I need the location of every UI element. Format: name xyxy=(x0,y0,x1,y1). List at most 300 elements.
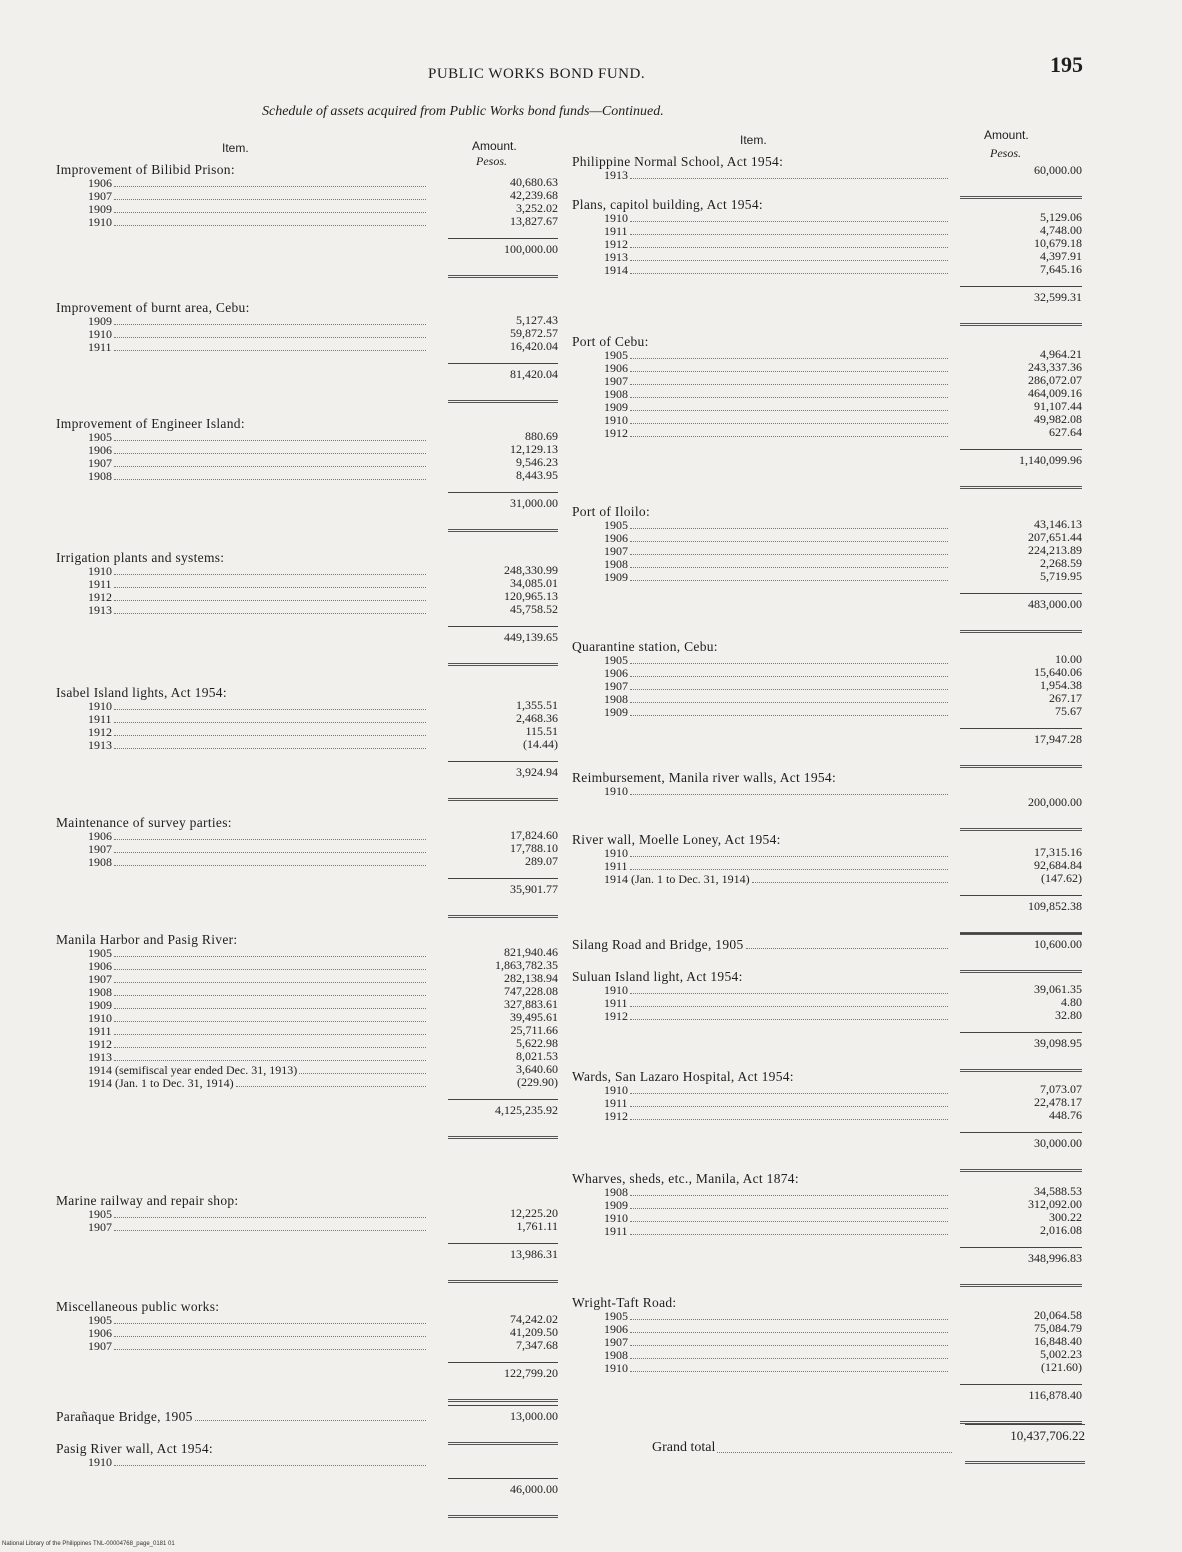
left-amounts xyxy=(448,829,558,918)
group-total: 35,901.77 xyxy=(448,878,558,896)
year-label: 1908 xyxy=(604,1348,628,1362)
year-label: 1908 xyxy=(604,692,628,706)
amount-value: 248,330.99 xyxy=(504,563,558,577)
amount-value: 39,495.61 xyxy=(510,1010,558,1024)
amount-value: 8,021.53 xyxy=(516,1049,558,1063)
left-group xyxy=(56,1441,426,1469)
amount-value: 286,072.07 xyxy=(1028,373,1082,387)
year-row xyxy=(56,856,426,869)
right-group xyxy=(572,1069,948,1123)
amount-value: 25,711.66 xyxy=(510,1023,558,1037)
amount-value: 49,982.08 xyxy=(1034,412,1082,426)
year-row xyxy=(572,1186,948,1199)
year-row xyxy=(572,264,948,277)
amount-value: 3,252.02 xyxy=(516,201,558,215)
group-title: Improvement of Bilibid Prison: xyxy=(56,162,235,177)
year-label: 1913 xyxy=(88,603,112,617)
right-amounts xyxy=(960,1185,1082,1287)
year-label: 1907 xyxy=(604,374,628,388)
left-amounts xyxy=(448,1207,558,1283)
group-title: Wards, San Lazaro Hospital, Act 1954: xyxy=(572,1069,794,1084)
amount-value: 45,758.52 xyxy=(510,602,558,616)
group-total: 116,878.40 xyxy=(960,1384,1082,1402)
amount-value: 34,085.01 xyxy=(510,576,558,590)
left-group xyxy=(56,1193,426,1234)
amount-value: 821,940.46 xyxy=(504,945,558,959)
group-total: 483,000.00 xyxy=(960,593,1082,611)
amount-value: 32.80 xyxy=(1055,1008,1082,1022)
left-amounts xyxy=(448,1405,558,1445)
amount-value: 75.67 xyxy=(1055,704,1082,718)
year-label: 1907 xyxy=(88,972,112,986)
year-label: 1911 xyxy=(604,1224,628,1238)
group-title: Silang Road and Bridge, 1905 xyxy=(572,937,744,952)
left-group xyxy=(56,416,426,483)
grand-total-amount-block xyxy=(965,1424,1085,1464)
left-pesos-unit: Pesos. xyxy=(476,154,507,168)
year-row xyxy=(572,225,948,238)
year-label: 1907 xyxy=(604,544,628,558)
amount-value: 10.00 xyxy=(1055,652,1082,666)
right-group xyxy=(572,504,948,584)
amount-value: 8,443.95 xyxy=(516,468,558,482)
year-label: 1910 xyxy=(604,1211,628,1225)
amount-value: 60,000.00 xyxy=(1034,163,1082,177)
year-row xyxy=(572,414,948,427)
group-total: 30,000.00 xyxy=(960,1132,1082,1150)
year-label: 1910 xyxy=(604,846,628,860)
year-row xyxy=(572,251,948,264)
amount-value: (147.62) xyxy=(1041,871,1082,885)
group-title: Reimbursement, Manila river walls, Act 1954: xyxy=(572,770,837,785)
amount-value: 300.22 xyxy=(1049,1210,1082,1224)
year-label: 1905 xyxy=(88,430,112,444)
group-total: 13,986.31 xyxy=(448,1243,558,1261)
year-label: 1908 xyxy=(604,387,628,401)
left-group xyxy=(56,932,426,1090)
year-row xyxy=(572,1084,948,1097)
amount-value: 224,213.89 xyxy=(1028,543,1082,557)
group-title: Improvement of Engineer Island: xyxy=(56,416,245,431)
amount-value: 312,092.00 xyxy=(1028,1197,1082,1211)
year-label: 1912 xyxy=(88,590,112,604)
amount-value: (229.90) xyxy=(517,1075,558,1089)
year-row xyxy=(572,984,948,997)
year-row xyxy=(56,1340,426,1353)
amount-value: 1,761.11 xyxy=(516,1219,558,1233)
left-group xyxy=(56,162,426,229)
amount-value: 880.69 xyxy=(525,429,558,443)
left-amounts xyxy=(448,946,558,1139)
year-row xyxy=(572,654,948,667)
amount-value: 40,680.63 xyxy=(510,175,558,189)
year-label: 1910 xyxy=(88,327,112,341)
amount-value: 39,061.35 xyxy=(1034,982,1082,996)
left-group xyxy=(56,685,426,752)
year-label: 1908 xyxy=(604,557,628,571)
year-row xyxy=(572,362,948,375)
amount-value: 5,127.43 xyxy=(516,313,558,327)
year-row xyxy=(56,604,426,617)
year-label: 1910 xyxy=(604,211,628,225)
left-amounts xyxy=(448,1313,558,1402)
year-row xyxy=(572,427,948,440)
group-total: 4,125,235.92 xyxy=(448,1099,558,1117)
schedule-subtitle: Schedule of assets acquired from Public Works bond funds—Continued. xyxy=(262,104,664,119)
left-amounts xyxy=(448,699,558,801)
year-label: 1905 xyxy=(88,1207,112,1221)
amount-value: 115.51 xyxy=(525,724,558,738)
amount-value: 20,064.58 xyxy=(1034,1308,1082,1322)
group-title: Improvement of burnt area, Cebu: xyxy=(56,300,250,315)
amount-value: 2,468.36 xyxy=(516,711,558,725)
group-title: Plans, capitol building, Act 1954: xyxy=(572,197,763,212)
amount-value: 200,000.00 xyxy=(1028,795,1082,809)
year-label: 1910 xyxy=(604,1083,628,1097)
footer-citation: National Library of the Philippines TNL-00004768_page_0181 01 xyxy=(2,1541,175,1547)
year-row xyxy=(572,1110,948,1123)
year-label: 1910 xyxy=(604,784,628,798)
right-group xyxy=(572,1171,948,1238)
group-title: Irrigation plants and systems: xyxy=(56,550,225,565)
year-label: 1912 xyxy=(604,1009,628,1023)
left-amounts xyxy=(448,430,558,532)
group-total: 46,000.00 xyxy=(448,1478,558,1496)
group-title: Isabel Island lights, Act 1954: xyxy=(56,685,227,700)
group-title: Wharves, sheds, etc., Manila, Act 1874: xyxy=(572,1171,799,1186)
group-total: 39,098.95 xyxy=(960,1032,1082,1050)
year-row xyxy=(572,706,948,719)
year-label: 1907 xyxy=(88,456,112,470)
left-item-header: Item. xyxy=(222,141,249,155)
amount-value: 41,209.50 xyxy=(510,1325,558,1339)
amount-value: 75,084.79 xyxy=(1034,1321,1082,1335)
page-title: PUBLIC WORKS BOND FUND. xyxy=(428,66,646,82)
year-label: 1912 xyxy=(88,725,112,739)
year-label: 1909 xyxy=(604,1198,628,1212)
year-label: 1914 (Jan. 1 to Dec. 31, 1914) xyxy=(88,1076,234,1090)
amount-value: 1,863,782.35 xyxy=(495,958,558,972)
year-row xyxy=(572,571,948,584)
year-row xyxy=(572,680,948,693)
group-total: 10,600.00 xyxy=(960,933,1082,951)
year-label: 1914 (semifiscal year ended Dec. 31, 1913) xyxy=(88,1063,298,1077)
year-row xyxy=(56,1221,426,1234)
amount-value: 5,002.23 xyxy=(1040,1347,1082,1361)
year-label: 1905 xyxy=(88,946,112,960)
amount-value: 3,640.60 xyxy=(516,1062,558,1076)
amount-value: 448.76 xyxy=(1049,1108,1082,1122)
group-total: 1,140,099.96 xyxy=(960,449,1082,467)
year-label: 1909 xyxy=(88,998,112,1012)
group-total: 31,000.00 xyxy=(448,492,558,510)
year-label: 1909 xyxy=(88,202,112,216)
amount-value: 267.17 xyxy=(1049,691,1082,705)
year-label: 1914 xyxy=(604,263,628,277)
amount-value: 22,478.17 xyxy=(1034,1095,1082,1109)
year-label: 1908 xyxy=(88,855,112,869)
amount-value: 207,651.44 xyxy=(1028,530,1082,544)
year-row xyxy=(572,693,948,706)
amount-value: 7,073.07 xyxy=(1040,1082,1082,1096)
right-amounts xyxy=(960,164,1082,199)
year-label: 1909 xyxy=(88,314,112,328)
year-label: 1911 xyxy=(604,224,628,238)
year-label: 1913 xyxy=(88,738,112,752)
year-label: 1912 xyxy=(604,1109,628,1123)
left-group xyxy=(56,550,426,617)
year-label: 1908 xyxy=(88,985,112,999)
year-row xyxy=(572,388,948,401)
right-amounts xyxy=(960,518,1082,633)
year-row xyxy=(572,558,948,571)
grand-total-amount: 10,437,706.22 xyxy=(965,1424,1085,1442)
amount-value: 120,965.13 xyxy=(504,589,558,603)
right-amount-header: Amount. xyxy=(984,128,1029,142)
amount-value: 91,107.44 xyxy=(1034,399,1082,413)
left-amounts xyxy=(448,564,558,666)
left-group xyxy=(56,1409,426,1424)
amount-value: 4,397.91 xyxy=(1040,249,1082,263)
year-label: 1912 xyxy=(604,237,628,251)
year-label: 1907 xyxy=(604,1335,628,1349)
left-group xyxy=(56,1299,426,1353)
group-total: 81,420.04 xyxy=(448,363,558,381)
amount-value: 5,719.95 xyxy=(1040,569,1082,583)
amount-value: 17,315.16 xyxy=(1034,845,1082,859)
year-row xyxy=(572,401,948,414)
group-title: Manila Harbor and Pasig River: xyxy=(56,932,238,947)
year-label: 1905 xyxy=(604,1309,628,1323)
year-label: 1907 xyxy=(88,1339,112,1353)
amount-value: 10,679.18 xyxy=(1034,236,1082,250)
year-label: 1907 xyxy=(88,189,112,203)
year-row xyxy=(56,739,426,752)
year-label: 1912 xyxy=(604,426,628,440)
amount-value: 16,848.40 xyxy=(1034,1334,1082,1348)
year-row xyxy=(572,1097,948,1110)
year-label: 1911 xyxy=(88,712,112,726)
year-row xyxy=(572,997,948,1010)
year-label: 1905 xyxy=(604,518,628,532)
group-total: 100,000.00 xyxy=(448,238,558,256)
right-amounts xyxy=(960,348,1082,489)
amount-value: 43,146.13 xyxy=(1034,517,1082,531)
year-label: 1914 (Jan. 1 to Dec. 31, 1914) xyxy=(604,872,750,886)
year-label: 1910 xyxy=(604,413,628,427)
year-row xyxy=(572,1212,948,1225)
right-amounts xyxy=(960,983,1082,1072)
right-group xyxy=(572,334,948,440)
amount-value: 17,824.60 xyxy=(510,828,558,842)
year-label: 1910 xyxy=(88,1455,112,1469)
year-row xyxy=(572,1362,948,1375)
amount-value: 12,129.13 xyxy=(510,442,558,456)
left-amounts xyxy=(448,314,558,403)
group-total: 17,947.28 xyxy=(960,728,1082,746)
amount-value: 59,872.57 xyxy=(510,326,558,340)
year-row xyxy=(572,1349,948,1362)
right-amounts xyxy=(960,1083,1082,1172)
grand-total-label: Grand total xyxy=(652,1440,716,1455)
year-row xyxy=(572,1336,948,1349)
right-item-header: Item. xyxy=(740,133,767,147)
year-label: 1905 xyxy=(88,1313,112,1327)
year-label: 1911 xyxy=(88,577,112,591)
group-total: 3,924.94 xyxy=(448,761,558,779)
group-title: Suluan Island light, Act 1954: xyxy=(572,969,743,984)
amount-value: 2,268.59 xyxy=(1040,556,1082,570)
amount-value: (121.60) xyxy=(1041,1360,1082,1374)
group-title: Maintenance of survey parties: xyxy=(56,815,232,830)
right-group xyxy=(572,832,948,886)
year-label: 1910 xyxy=(604,1361,628,1375)
left-amounts xyxy=(448,1455,558,1518)
year-row xyxy=(572,545,948,558)
year-label: 1906 xyxy=(604,666,628,680)
right-amounts xyxy=(960,796,1082,831)
year-label: 1913 xyxy=(604,168,628,182)
amount-value: 74,242.02 xyxy=(510,1312,558,1326)
year-label: 1906 xyxy=(604,361,628,375)
year-label: 1906 xyxy=(88,176,112,190)
amount-value: 289.07 xyxy=(525,854,558,868)
amount-value: 1,954.38 xyxy=(1040,678,1082,692)
amount-value: 17,788.10 xyxy=(510,841,558,855)
amount-value: 2,016.08 xyxy=(1040,1223,1082,1237)
year-label: 1910 xyxy=(88,699,112,713)
group-total: 122,799.20 xyxy=(448,1362,558,1380)
right-group xyxy=(572,969,948,1023)
right-group xyxy=(572,197,948,277)
amount-value: 4.80 xyxy=(1061,995,1082,1009)
amount-value: 464,009.16 xyxy=(1028,386,1082,400)
right-amounts xyxy=(960,653,1082,768)
year-row xyxy=(572,375,948,388)
year-label: 1905 xyxy=(604,653,628,667)
group-title: Philippine Normal School, Act 1954: xyxy=(572,154,784,169)
amount-value: 243,337.36 xyxy=(1028,360,1082,374)
year-label: 1910 xyxy=(88,1011,112,1025)
amount-value: 747,228.08 xyxy=(504,984,558,998)
page-number: 195 xyxy=(1050,52,1083,77)
year-label: 1911 xyxy=(604,996,628,1010)
year-label: 1908 xyxy=(604,1185,628,1199)
group-title: Marine railway and repair shop: xyxy=(56,1193,239,1208)
year-row xyxy=(572,212,948,225)
group-title: Port of Iloilo: xyxy=(572,504,650,519)
year-label: 1907 xyxy=(88,842,112,856)
amount-value: 4,964.21 xyxy=(1040,347,1082,361)
group-title: Parañaque Bridge, 1905 xyxy=(56,1409,193,1424)
year-label: 1911 xyxy=(604,1096,628,1110)
year-row xyxy=(572,349,948,362)
year-row xyxy=(572,169,948,182)
right-amounts xyxy=(960,846,1082,935)
group-total: 449,139.65 xyxy=(448,626,558,644)
right-group xyxy=(572,937,948,952)
year-row xyxy=(56,1077,426,1090)
year-row xyxy=(572,847,948,860)
year-row xyxy=(572,238,948,251)
group-total: 13,000.00 xyxy=(448,1405,558,1423)
year-row xyxy=(572,1225,948,1238)
left-group xyxy=(56,300,426,354)
amount-value: 15,640.06 xyxy=(1034,665,1082,679)
year-label: 1911 xyxy=(88,1024,112,1038)
year-row xyxy=(572,1323,948,1336)
right-group xyxy=(572,770,948,798)
year-label: 1906 xyxy=(88,959,112,973)
year-label: 1906 xyxy=(88,1326,112,1340)
amount-value: 42,239.68 xyxy=(510,188,558,202)
year-label: 1906 xyxy=(604,531,628,545)
amount-value: 627.64 xyxy=(1049,425,1082,439)
year-label: 1911 xyxy=(88,340,112,354)
year-label: 1910 xyxy=(604,983,628,997)
group-title: Wright-Taft Road: xyxy=(572,1295,677,1310)
year-label: 1906 xyxy=(604,1322,628,1336)
amount-value: 16,420.04 xyxy=(510,339,558,353)
year-row xyxy=(56,470,426,483)
right-group xyxy=(572,639,948,719)
year-label: 1909 xyxy=(604,705,628,719)
year-row xyxy=(572,785,948,798)
amount-value: 92,684.84 xyxy=(1034,858,1082,872)
group-title: Pasig River wall, Act 1954: xyxy=(56,1441,213,1456)
year-label: 1913 xyxy=(88,1050,112,1064)
year-label: 1906 xyxy=(88,443,112,457)
year-label: 1906 xyxy=(88,829,112,843)
amount-value: 327,883.61 xyxy=(504,997,558,1011)
amount-value: (14.44) xyxy=(523,737,558,751)
amount-value: 4,748.00 xyxy=(1040,223,1082,237)
left-amounts xyxy=(448,176,558,278)
year-label: 1909 xyxy=(604,570,628,584)
amount-value: 9,546.23 xyxy=(516,455,558,469)
amount-value: 7,645.16 xyxy=(1040,262,1082,276)
year-label: 1905 xyxy=(604,348,628,362)
year-label: 1913 xyxy=(604,250,628,264)
group-title: River wall, Moelle Loney, Act 1954: xyxy=(572,832,781,847)
left-amount-header: Amount. xyxy=(472,139,517,153)
year-row xyxy=(572,1010,948,1023)
amount-value: 282,138.94 xyxy=(504,971,558,985)
amount-value: 1,355.51 xyxy=(516,698,558,712)
year-row xyxy=(572,1310,948,1323)
amount-value xyxy=(448,1455,558,1468)
year-label: 1910 xyxy=(88,564,112,578)
year-row xyxy=(572,519,948,532)
amount-value: 5,129.06 xyxy=(1040,210,1082,224)
year-label: 1912 xyxy=(88,1037,112,1051)
amount-value: 12,225.20 xyxy=(510,1206,558,1220)
amount-value: 5,622.98 xyxy=(516,1036,558,1050)
group-total: 32,599.31 xyxy=(960,286,1082,304)
group-title: Port of Cebu: xyxy=(572,334,649,349)
year-label: 1909 xyxy=(604,400,628,414)
year-row xyxy=(572,1199,948,1212)
grand-total-row xyxy=(652,1440,952,1456)
year-row xyxy=(56,216,426,229)
amount-value: 34,588.53 xyxy=(1034,1184,1082,1198)
right-pesos-unit: Pesos. xyxy=(990,146,1021,160)
year-row xyxy=(572,667,948,680)
amount-value: 7,347.68 xyxy=(516,1338,558,1352)
year-label: 1908 xyxy=(88,469,112,483)
right-amounts xyxy=(960,933,1082,973)
amount-value: 13,827.67 xyxy=(510,214,558,228)
